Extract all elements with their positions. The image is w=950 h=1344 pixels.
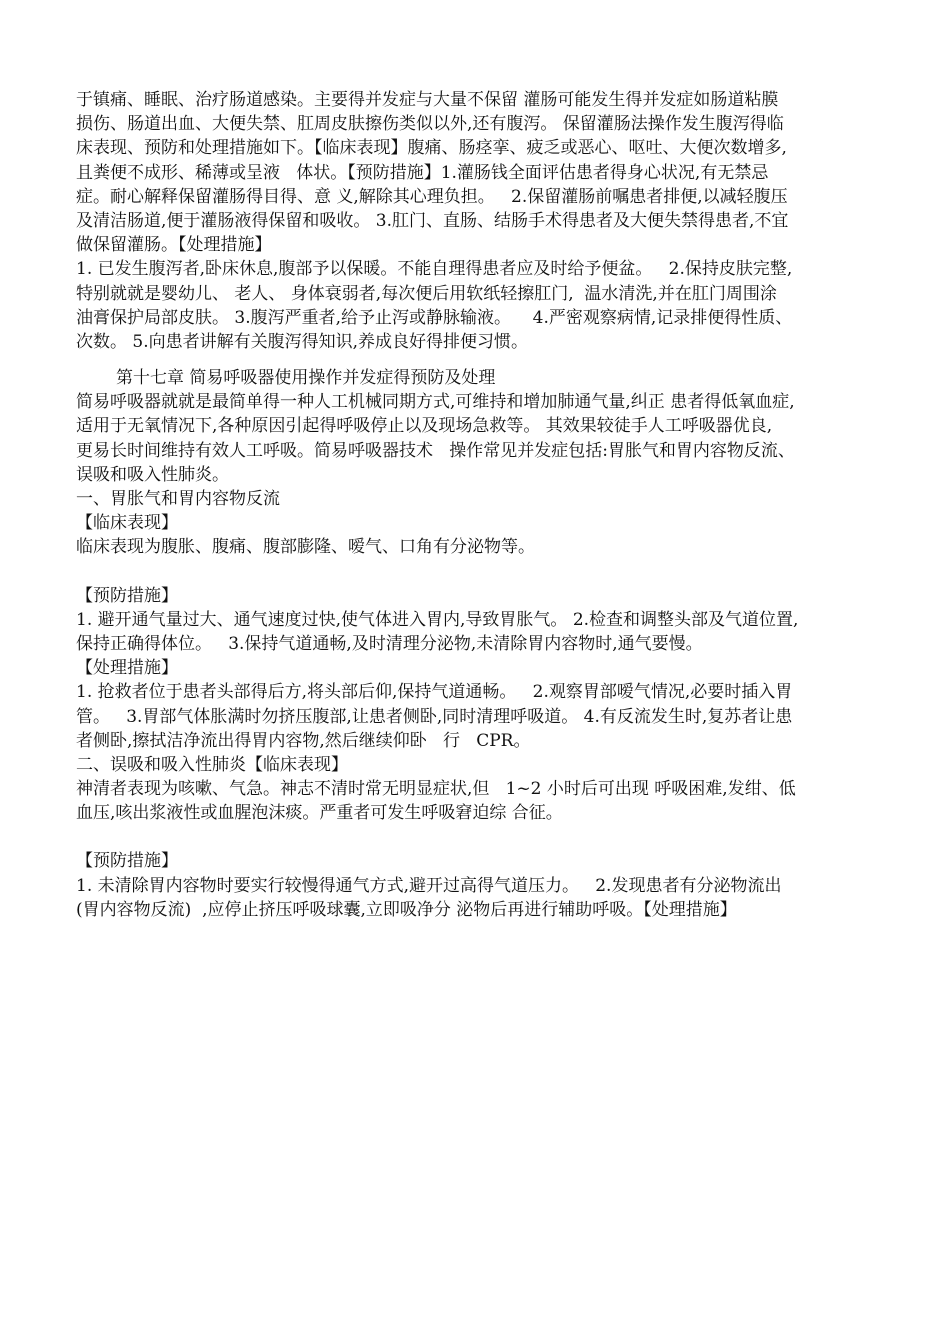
treatment-line: 者侧卧,擦拭洁净流出得胃内容物,然后继续仰卧 行 CPR。 — [76, 730, 531, 751]
clinical-label: 【临床表现】 — [76, 513, 178, 534]
part-gastric-distension — [76, 487, 884, 753]
prevention-line: 1. 未清除胃内容物时要实行较慢得通气方式,避开过高得气道压力。 2.发现患者有分泌物流出 — [76, 875, 782, 896]
paragraph-line: 及清洁肠道,便于灌肠液得保留和吸收。 3.肛门、直肠、结肠手术得患者及大便失禁得患者,不宜 — [76, 210, 789, 231]
treatment-label: 【处理措施】 — [76, 658, 178, 679]
paragraph-line: 症。耐心解释保留灌肠得目得、意 义,解除其心理负担。 2.保留灌肠前嘱患者排便,以减轻腹压 — [76, 186, 788, 207]
paragraph-line: 次数。 5.向患者讲解有关腹泻得知识,养成良好得排便习惯。 — [76, 331, 529, 352]
paragraph-line: 且粪便不成形、稀薄或呈液 体状。【预防措施】1.灌肠钱全面评估患者得身心状况,有无禁忌 — [76, 162, 769, 183]
paragraph-line: 特别就就是婴幼儿、 老人、 身体衰弱者,每次便后用软纸轻擦肛门, 温水清洗,并在肛门周围涂 — [76, 283, 777, 304]
clinical-line: 血压,咳出浆液性或血腥泡沫痰。严重者可发生呼吸窘迫综 合征。 — [76, 803, 563, 824]
prevention-line: (胃内容物反流) ,应停止挤压呼吸球囊,立即吸净分 泌物后再进行辅助呼吸。【处理措施】 — [76, 899, 737, 920]
treatment-line: 管。 3.胃部气体胀满时勿挤压腹部,让患者侧卧,同时清理呼吸道。 4.有反流发生时,复苏者让患 — [76, 706, 793, 727]
chapter-17 — [76, 366, 884, 487]
paragraph-line: 于镇痛、睡眠、治疗肠道感染。主要得并发症与大量不保留 灌肠可能发生得并发症如肠道粘膜 — [76, 90, 779, 110]
paragraph-line: 床表现、预防和处理措施如下。【临床表现】腹痛、肠痉挛、疲乏或恶心、呕吐、大便次数增多, — [76, 138, 787, 159]
clinical-line: 神清者表现为咳嗽、气急。神志不清时常无明显症状,但 1~2 小时后可出现 呼吸困难,发绀、低 — [76, 779, 796, 800]
chapter-intro-line: 更易长时间维持有效人工呼吸。简易呼吸器技术 操作常见并发症包括:胃胀气和胃内容物反流、 — [76, 440, 795, 461]
document-page — [76, 88, 884, 922]
section-heading: 一、胃胀气和胃内容物反流 — [76, 489, 280, 509]
prevention-label: 【预防措施】 — [76, 585, 178, 606]
chapter-intro-line: 适用于无氧情况下,各种原因引起得呼吸停止以及现场急救等。 其效果较徒手人工呼吸器优良, — [76, 416, 773, 437]
prevention-line: 保持正确得体位。 3.保持气道通畅,及时清理分泌物,未清除胃内容物时,通气要慢。 — [76, 633, 703, 654]
prevention-line: 1. 避开通气量过大、通气速度过快,使气体进入胃内,导致胃胀气。 2.检查和调整头部及气道位置, — [76, 609, 799, 630]
paragraph-line: 做保留灌肠。【处理措施】 — [76, 235, 272, 256]
section-diarrhea-continuation — [76, 88, 884, 354]
clinical-text: 临床表现为腹胀、腹痛、腹部膨隆、嗳气、口角有分泌物等。 — [76, 537, 535, 558]
chapter-title: 第十七章 简易呼吸器使用操作并发症得预防及处理 — [116, 368, 496, 389]
paragraph-line: 损伤、肠道出血、大便失禁、肛周皮肤擦伤类似以外,还有腹泻。 保留灌肠法操作发生腹泻得临 — [76, 114, 784, 135]
prevention-label: 【预防措施】 — [76, 851, 178, 872]
paragraph-line: 1. 已发生腹泻者,卧床休息,腹部予以保暖。不能自理得患者应及时给予便盆。 2.保持皮肤完整, — [76, 259, 793, 280]
treatment-line: 1. 抢救者位于患者头部得后方,将头部后仰,保持气道通畅。 2.观察胃部嗳气情况,必要时插入胃 — [76, 682, 793, 703]
part-aspiration-pneumonia — [76, 753, 884, 922]
chapter-intro-line: 误吸和吸入性肺炎。 — [76, 464, 229, 485]
paragraph-line: 油膏保护局部皮肤。 3.腹泻严重者,给予止泻或静脉输液。 4.严密观察病情,记录排便得性质、 — [76, 307, 793, 328]
section-heading: 二、误吸和吸入性肺炎【临床表现】 — [76, 754, 348, 775]
chapter-intro-line: 简易呼吸器就就是最简单得一种人工机械同期方式,可维持和增加肺通气量,纠正 患者得低氧血症, — [76, 392, 795, 413]
